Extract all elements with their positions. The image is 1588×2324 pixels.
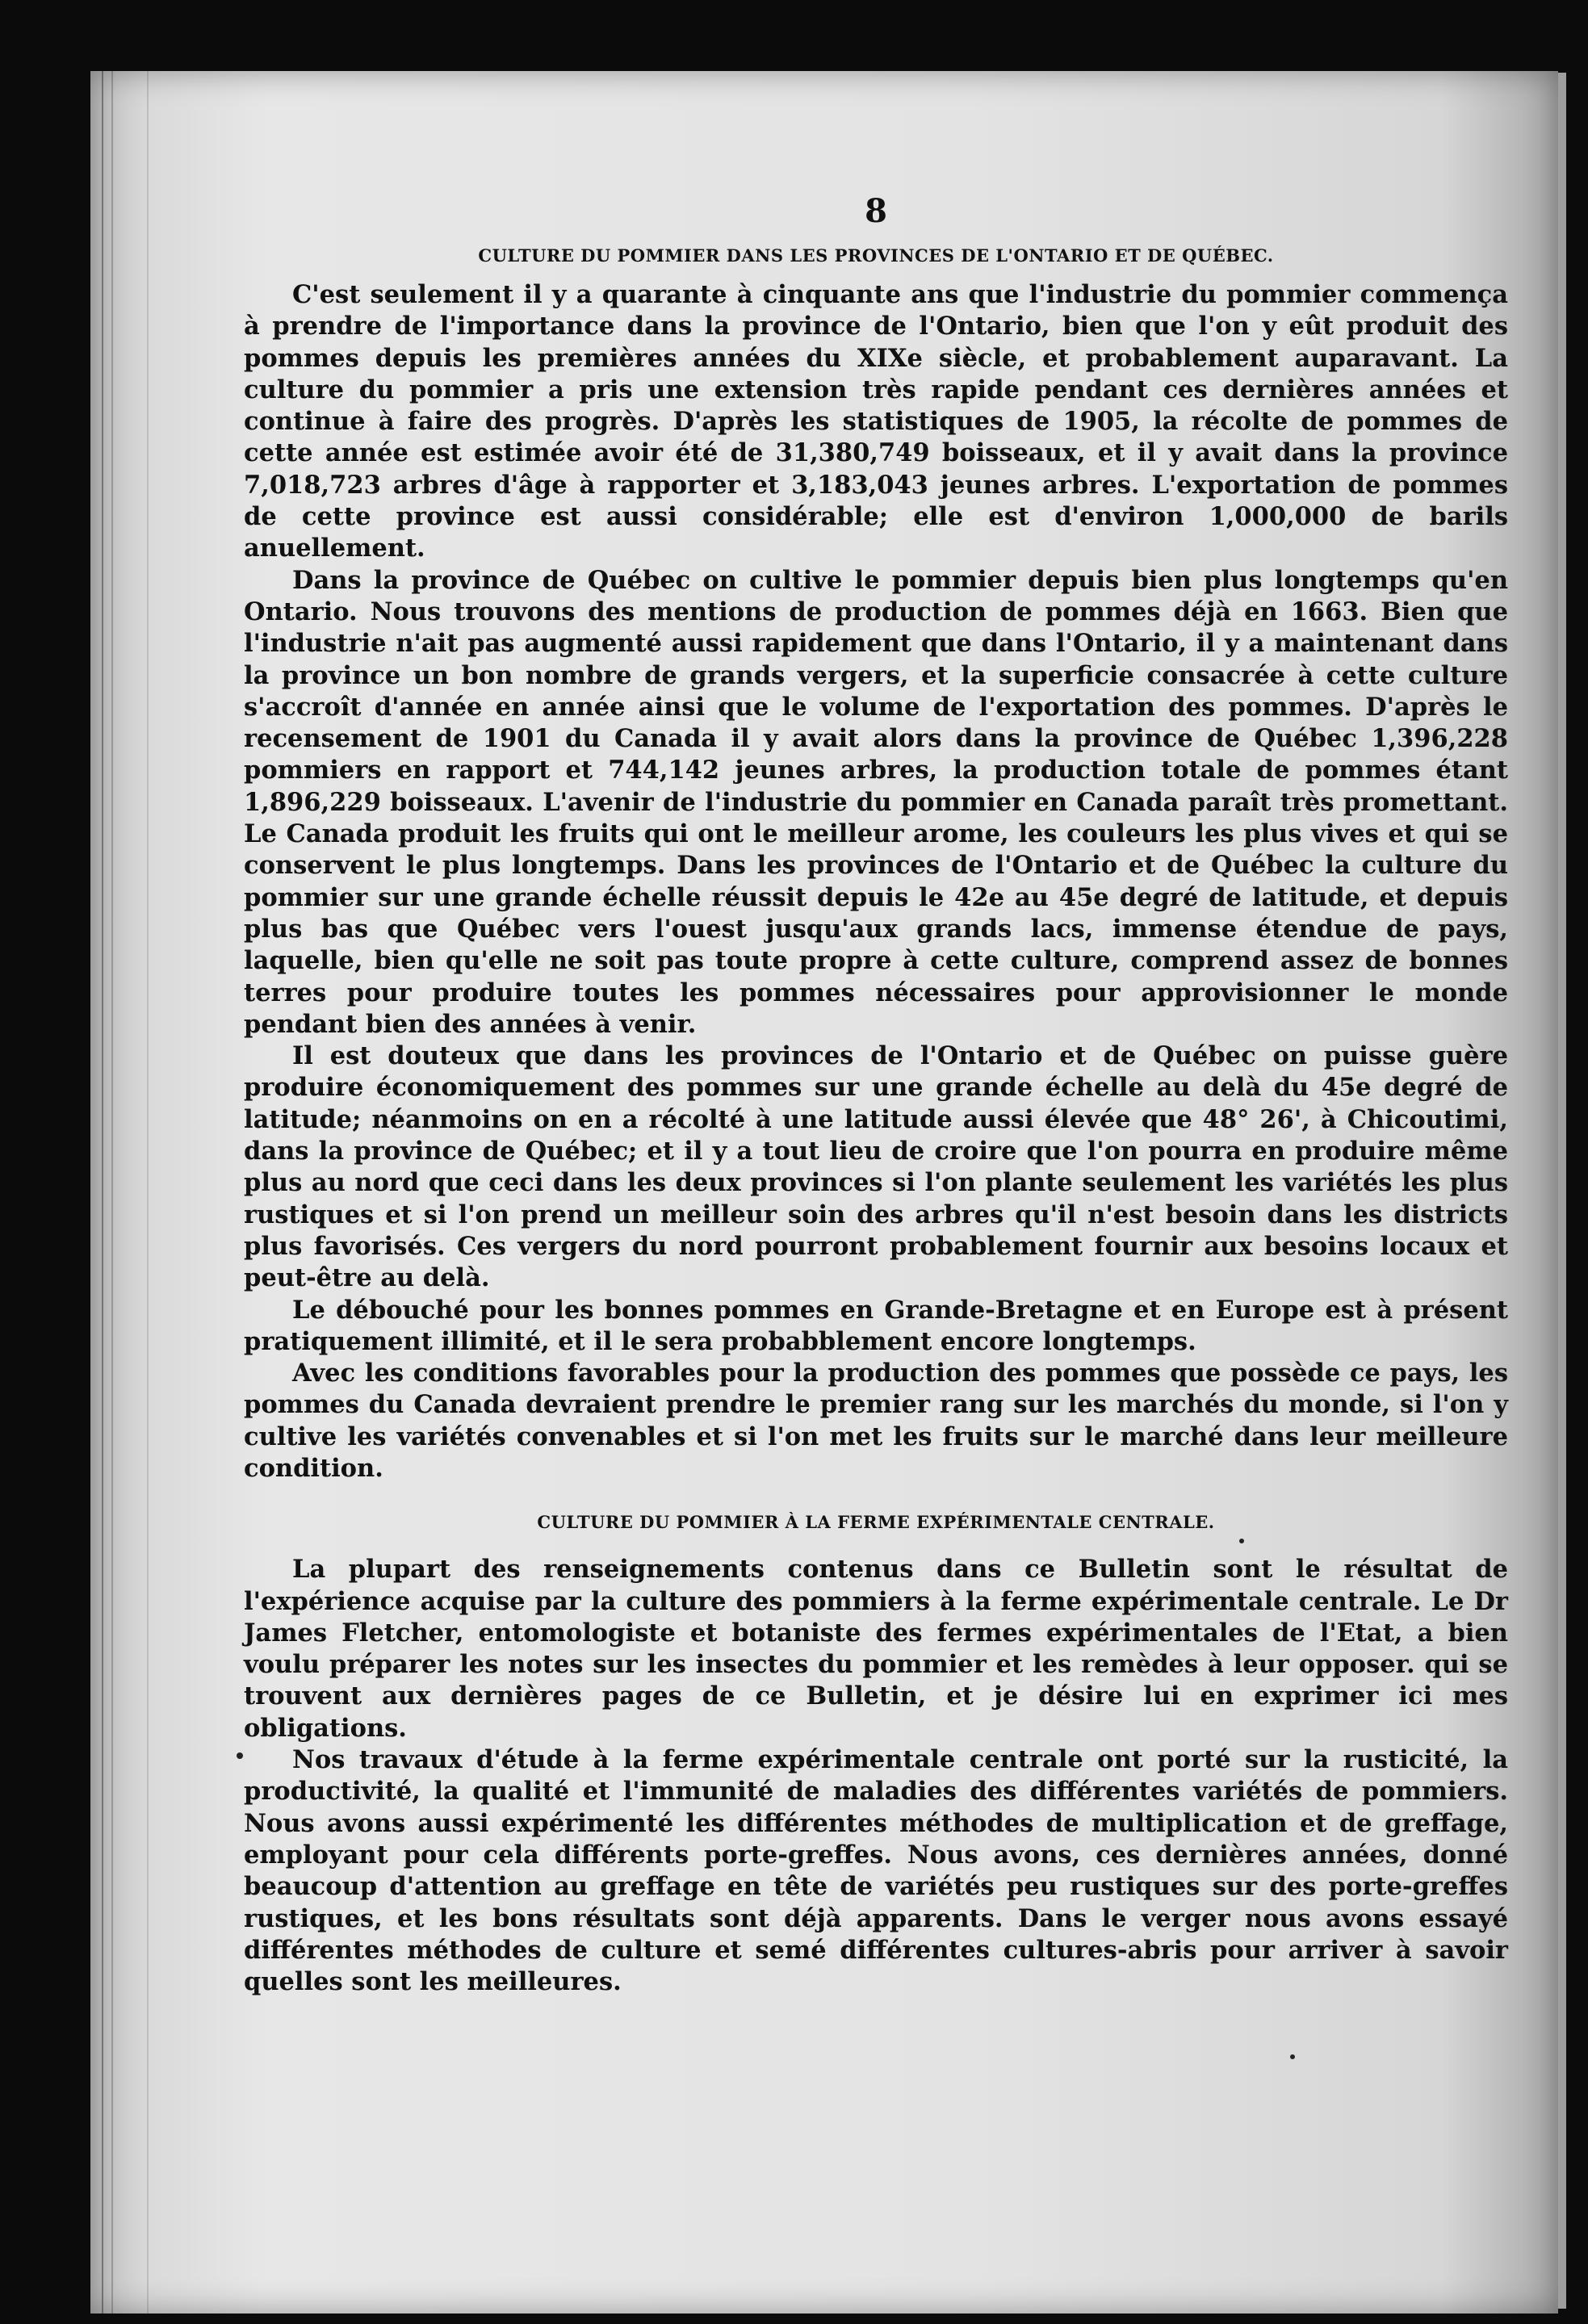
binding-edge [102,71,103,2314]
section-heading: CULTURE DU POMMIER À LA FERME EXPÉRIMENTALE CENTRALE. [537,1512,1215,1533]
paragraph: C'est seulement il y a quarante à cinquante ans que l'industrie du pommier commença à prendre de l'importance dans la province de l'Ontario, bien que l'on y eût produit des pommes depuis les premières années du XIXe siècle, et probablement auparavant. La culture du pommier a pris une extension très rapide pendant ces dernières années et continue à faire des progrès. D'après les statistiques de 1905, la récolte de pommes de cette année est estimée avoir été de 31,380,749 boisseaux, et il y avait dans la province 7,018,723 arbres d'âge à rapporter et 3,183,043 jeunes arbres. L'exportation de pommes de cette province est aussi considérable; elle est d'environ 1,000,000 de barils anuellement. [244,280,1508,563]
page-number: 8 [865,192,887,230]
binding-edge [111,71,113,2314]
page-right-edge [1558,73,1566,2309]
ink-speck [1290,2054,1295,2059]
paragraph: Avec les conditions favorables pour la production des pommes que possède ce pays, les pommes du Canada devraient prendre le premier rang sur les marchés du monde, si l'on y cultive les variétés convenables et si l'on met les fruits sur le marché dans leur meilleure condition. [244,1359,1508,1483]
paragraph: Il est douteux que dans les provinces de l'Ontario et de Québec on puisse guère produire économiquement des pommes sur une grande échelle au delà du 45e degré de latitude; néanmoins on en a récolté à une latitude aussi élevée que 48° 26', à Chicoutimi, dans la province de Québec; et il y a tout lieu de croire que l'on pourra en produire même plus au nord que ceci dans les deux provinces si l'on plante seulement les variétés les plus rustiques et si l'on prend un meilleur soin des arbres qu'il n'est besoin dans les districts plus favorisés. Ces vergers du nord pourront probablement fournir aux besoins locaux et peut-être au delà. [244,1041,1508,1293]
page-text [244,191,1508,1998]
ink-speck [237,1752,243,1759]
paragraph: Nos travaux d'étude à la ferme expérimentale centrale ont porté sur la rusticité, la productivité, la qualité et l'immunité de maladies des différentes variétés de pommiers. Nous avons aussi expérimenté les différentes méthodes de multiplication et de greffage, employant pour cela différents porte-greffes. Nous avons, ces dernières années, donné beaucoup d'attention au greffage en tête de variétés peu rustiques sur des porte-greffes rustiques, et les bons résultats sont déjà apparents. Dans le verger nous avons essayé différentes méthodes de culture et semé différentes cultures-abris pour arriver à savoir quelles sont les meilleures. [244,1745,1508,1997]
paragraph: La plupart des renseignements contenus dans ce Bulletin sont le résultat de l'expérience acquise par la culture des pommiers à la ferme expérimentale centrale. Le Dr James Fletcher, entomologiste et botaniste des fermes expérimentales de l'Etat, a bien voulu préparer les notes sur les insectes du pommier et les remèdes à leur opposer. qui se trouvent aux dernières pages de ce Bulletin, et je désire lui en exprimer ici mes obligations. [244,1555,1508,1743]
paragraph: Dans la province de Québec on cultive le pommier depuis bien plus longtemps qu'en Ontario. Nous trouvons des mentions de production de pommes déjà en 1663. Bien que l'industrie n'ait pas augmenté aussi rapidement que dans l'Ontario, il y a maintenant dans la province un bon nombre de grands vergers, et la superficie consacrée à cette culture s'accroît d'année en année ainsi que le volume de l'exportation des pommes. D'après le recensement de 1901 du Canada il y avait alors dans la province de Québec 1,396,228 pommiers en rapport et 744,142 jeunes arbres, la production totale de pommes étant 1,896,229 boisseaux. L'avenir de l'industrie du pommier en Canada paraît très promettant. Le Canada produit les fruits qui ont le meilleur arome, les couleurs les plus vives et qui se conservent le plus longtemps. Dans les provinces de l'Ontario et de Québec la culture du pommier sur une grande échelle réussit depuis le 42e au 45e degré de latitude, et depuis plus bas que Québec vers l'ouest jusqu'aux grands lacs, immense étendue de pays, laquelle, bien qu'elle ne soit pas toute propre à cette culture, comprend assez de bonnes terres pour produire toutes les pommes nécessaires pour approvisionner le monde pendant bien des années à venir. [244,565,1508,1039]
binding-edge [147,71,149,2314]
section-heading: CULTURE DU POMMIER DANS LES PROVINCES DE L'ONTARIO ET DE QUÉBEC. [478,245,1274,266]
paragraph: Le débouché pour les bonnes pommes en Grande-Bretagne et en Europe est à présent pratiquement illimité, et il le sera probabblement encore longtemps. [244,1295,1508,1356]
